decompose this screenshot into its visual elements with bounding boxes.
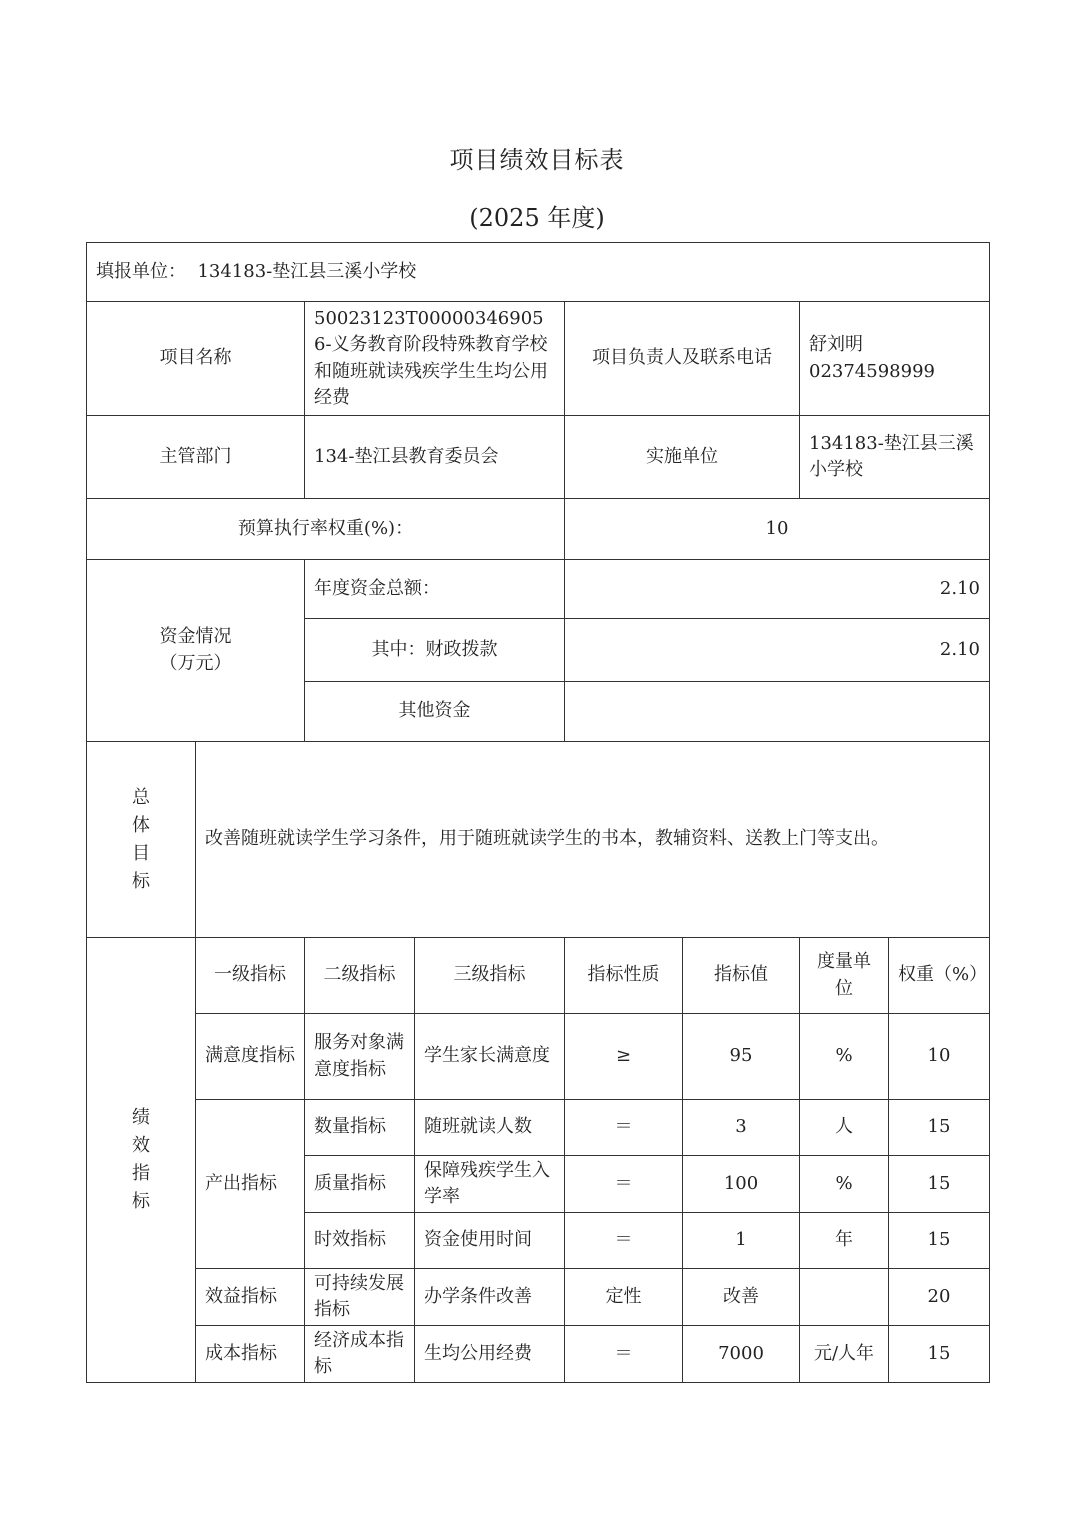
- annual-total-label: 年度资金总额：: [305, 560, 565, 619]
- budget-weight-label: 预算执行率权重(%)：: [87, 499, 565, 560]
- project-manager-name: 舒刘明: [809, 334, 863, 356]
- indicator-level3: 办学条件改善: [415, 1269, 565, 1326]
- indicator-level3: 学生家长满意度: [415, 1014, 565, 1100]
- indicator-level2: 质量指标: [305, 1156, 415, 1213]
- header-level2: 二级指标: [305, 938, 415, 1014]
- indicator-level2: 时效指标: [305, 1213, 415, 1269]
- overall-goal-text: 改善随班就读学生学习条件，用于随班就读学生的书本，教辅资料、送教上门等支出。: [196, 742, 990, 938]
- indicator-level3: 生均公用经费: [415, 1326, 565, 1383]
- indicator-weight: 15: [889, 1326, 990, 1383]
- indicator-level3: 资金使用时间: [415, 1213, 565, 1269]
- indicator-value: 改善: [683, 1269, 800, 1326]
- indicator-level1: 效益指标: [196, 1269, 305, 1326]
- dept-label: 主管部门: [87, 416, 305, 499]
- indicator-level1: 成本指标: [196, 1326, 305, 1383]
- indicators-label-char: 效: [132, 1135, 150, 1156]
- indicator-nature: 定性: [565, 1269, 683, 1326]
- fiscal-funds-value: 2.10: [565, 619, 990, 682]
- indicator-level2: 可持续发展指标: [305, 1269, 415, 1326]
- indicators-label-char: 标: [132, 1191, 150, 1212]
- impl-unit-value: 134183-垫江县三溪小学校: [800, 416, 990, 499]
- indicator-nature: ＝: [565, 1213, 683, 1269]
- table-row: [87, 1269, 990, 1326]
- indicator-weight: 15: [889, 1156, 990, 1213]
- table-row: [87, 1326, 990, 1383]
- reporting-unit-label: 填报单位：: [96, 260, 186, 282]
- indicator-value: 3: [683, 1100, 800, 1156]
- annual-total-value: 2.10: [565, 560, 990, 619]
- indicator-value: 100: [683, 1156, 800, 1213]
- indicator-unit: 元/人年: [800, 1326, 889, 1383]
- fiscal-funds-label: 其中：财政拨款: [305, 619, 565, 682]
- indicator-weight: 15: [889, 1213, 990, 1269]
- indicator-unit: %: [800, 1014, 889, 1100]
- project-manager-phone: 02374598999: [809, 360, 935, 382]
- indicator-unit: 人: [800, 1100, 889, 1156]
- project-name-label: 项目名称: [87, 302, 305, 416]
- indicator-unit: 年: [800, 1213, 889, 1269]
- indicator-level1: 产出指标: [196, 1100, 305, 1269]
- page-title: 项目绩效目标表: [449, 146, 625, 174]
- indicator-level2: 经济成本指标: [305, 1326, 415, 1383]
- indicator-weight: 10: [889, 1014, 990, 1100]
- reporting-unit-cell: [87, 243, 990, 302]
- header-weight: 权重（%）: [889, 938, 990, 1014]
- header-unit: 度量单位: [800, 938, 889, 1014]
- indicator-level2: 服务对象满意度指标: [305, 1014, 415, 1100]
- indicator-value: 7000: [683, 1326, 800, 1383]
- project-name-value: 50023123T000003469056-义务教育阶段特殊教育学校和随班就读残疾学生生均公用经费: [305, 302, 565, 416]
- funds-label-line2: （万元）: [159, 652, 232, 674]
- indicator-weight: 15: [889, 1100, 990, 1156]
- header-value: 指标值: [683, 938, 800, 1014]
- performance-target-table: [86, 242, 990, 1383]
- overall-goal-label: [87, 742, 196, 938]
- indicator-nature: ＝: [565, 1326, 683, 1383]
- page-subtitle-year: (2025 年度): [469, 204, 605, 232]
- reporting-unit-value: 134183-垫江县三溪小学校: [197, 260, 417, 282]
- performance-indicators-label: [87, 938, 196, 1383]
- indicator-nature: ＝: [565, 1156, 683, 1213]
- other-funds-value: [565, 682, 990, 742]
- indicator-level3: 保障残疾学生入学率: [415, 1156, 565, 1213]
- indicator-level2: 数量指标: [305, 1100, 415, 1156]
- header-nature: 指标性质: [565, 938, 683, 1014]
- indicator-level1: 满意度指标: [196, 1014, 305, 1100]
- indicator-unit: %: [800, 1156, 889, 1213]
- impl-unit-label: 实施单位: [565, 416, 800, 499]
- overall-goal-char: 体: [132, 814, 150, 836]
- indicator-nature: ≥: [565, 1014, 683, 1100]
- indicator-weight: 20: [889, 1269, 990, 1326]
- indicators-label-char: 指: [132, 1163, 150, 1184]
- overall-goal-char: 总: [132, 786, 150, 808]
- header-level3: 三级指标: [415, 938, 565, 1014]
- header-level1: 一级指标: [196, 938, 305, 1014]
- overall-goal-char: 目: [132, 842, 150, 864]
- other-funds-label: 其他资金: [305, 682, 565, 742]
- budget-weight-value: 10: [565, 499, 990, 560]
- overall-goal-char: 标: [132, 870, 150, 892]
- indicator-level3: 随班就读人数: [415, 1100, 565, 1156]
- indicator-value: 95: [683, 1014, 800, 1100]
- project-manager-label: 项目负责人及联系电话: [565, 302, 800, 416]
- indicator-value: 1: [683, 1213, 800, 1269]
- funds-label: [87, 560, 305, 742]
- table-row: [87, 1100, 990, 1156]
- indicator-nature: ＝: [565, 1100, 683, 1156]
- indicators-label-char: 绩: [132, 1107, 150, 1128]
- dept-value: 134-垫江县教育委员会: [305, 416, 565, 499]
- table-row: [87, 1014, 990, 1100]
- project-manager-value: [800, 302, 990, 416]
- funds-label-line1: 资金情况: [159, 626, 232, 648]
- indicator-unit: [800, 1269, 889, 1326]
